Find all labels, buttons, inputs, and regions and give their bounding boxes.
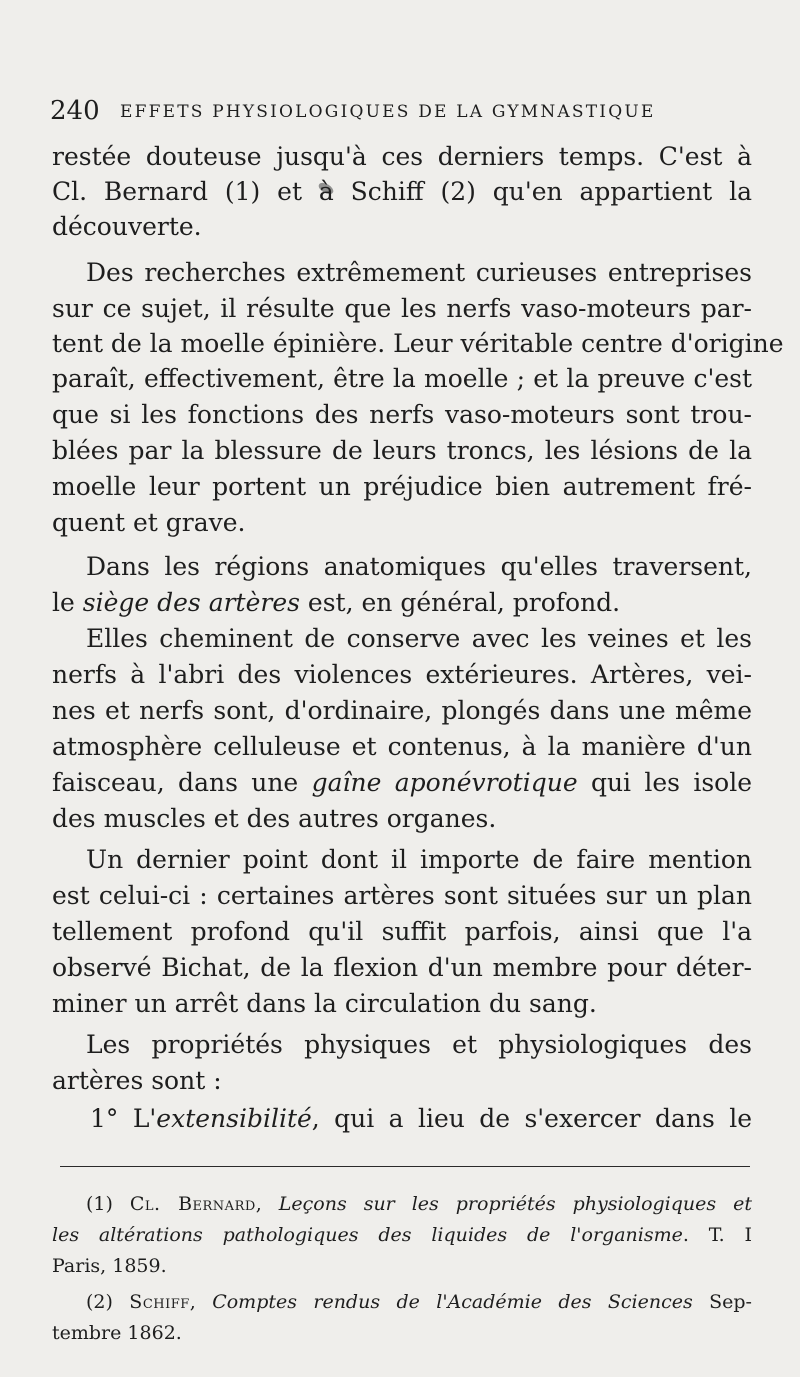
text-line: observé Bichat, de la flexion d'un membre pour déter- — [52, 953, 752, 982]
text-line: sur ce sujet, il résulte que les nerfs vaso-moteurs par- — [52, 294, 752, 323]
text-line: quent et grave. — [52, 508, 246, 537]
text-line: que si les fonctions des nerfs vaso-moteurs sont trou- — [52, 400, 752, 429]
footnote-author: Schiff — [129, 1291, 190, 1313]
footnote-1-line: les altérations pathologiques des liquides de l'organisme. T. I — [52, 1224, 752, 1246]
footnote-2-line: (2) Schiff, Comptes rendus de l'Académie des Sciences Sep- — [86, 1291, 752, 1313]
text-line: artères sont : — [52, 1066, 222, 1095]
text-line: faisceau, dans une gaîne aponévrotique qui les isole — [52, 768, 752, 797]
text-line: est celui-ci : certaines artères sont situées sur un plan — [52, 881, 752, 910]
page-number: 240 — [50, 96, 100, 126]
emphasis: extensibilité — [156, 1104, 312, 1133]
text-line: Les propriétés physiques et physiologiques des — [86, 1030, 752, 1059]
text-line: le siège des artères est, en général, profond. — [52, 588, 621, 617]
text-line: miner un arrêt dans la circulation du sang. — [52, 989, 597, 1018]
footnote-author: Cl. Bernard — [129, 1193, 256, 1215]
emphasis: gaîne aponévrotique — [311, 768, 578, 797]
text-line: moelle leur portent un préjudice bien autrement fré- — [52, 472, 752, 501]
text-line: 1° L'extensibilité, qui a lieu de s'exercer dans le — [90, 1104, 753, 1133]
text-line: Un dernier point dont il importe de faire mention — [86, 845, 752, 874]
running-title: EFFETS PHYSIOLOGIQUES DE LA GYMNASTIQUE — [120, 102, 656, 122]
text-line: Des recherches extrêmement curieuses entreprises — [86, 258, 752, 287]
emphasis: siège des artères — [82, 588, 300, 617]
text-line: découverte. — [52, 212, 202, 241]
footnote-1-line: (1) Cl. Bernard, Leçons sur les propriétés physiologiques et — [86, 1193, 753, 1215]
text-line: Dans les régions anatomiques qu'elles traversent, — [86, 552, 752, 581]
footnote-title: Leçons sur les propriétés physiologiques et — [278, 1193, 753, 1215]
text-line: Cl. Bernard (1) et à Schiff (2) qu'en appartient la — [52, 177, 752, 206]
text-line: nerfs à l'abri des violences extérieures. Artères, vei- — [52, 660, 752, 689]
footnote-1-line: Paris, 1859. — [52, 1255, 167, 1277]
text-line: Elles cheminent de conserve avec les veines et les — [86, 624, 752, 653]
footnote-2-line: tembre 1862. — [52, 1322, 182, 1344]
text-line: des muscles et des autres organes. — [52, 804, 497, 833]
text-line: tent de la moelle épinière. Leur véritable centre d'origine — [52, 329, 784, 358]
text-line: paraît, effectivement, être la moelle ; et la preuve c'est — [52, 364, 752, 393]
text-line: nes et nerfs sont, d'ordinaire, plongés dans une même — [52, 696, 752, 725]
footnote-title: Comptes rendus de l'Académie des Sciences — [212, 1291, 693, 1313]
page-header — [50, 96, 750, 132]
footnote-rule — [60, 1166, 750, 1167]
text-line: tellement profond qu'il suffit parfois, ainsi que l'a — [52, 917, 752, 946]
footnote-title: les altérations pathologiques des liquides de l'organisme — [52, 1224, 683, 1246]
text-line: blées par la blessure de leurs troncs, les lésions de la — [52, 436, 752, 465]
text-line: atmosphère celluleuse et contenus, à la manière d'un — [52, 732, 752, 761]
text-line: restée douteuse jusqu'à ces derniers temps. C'est à — [52, 142, 752, 171]
